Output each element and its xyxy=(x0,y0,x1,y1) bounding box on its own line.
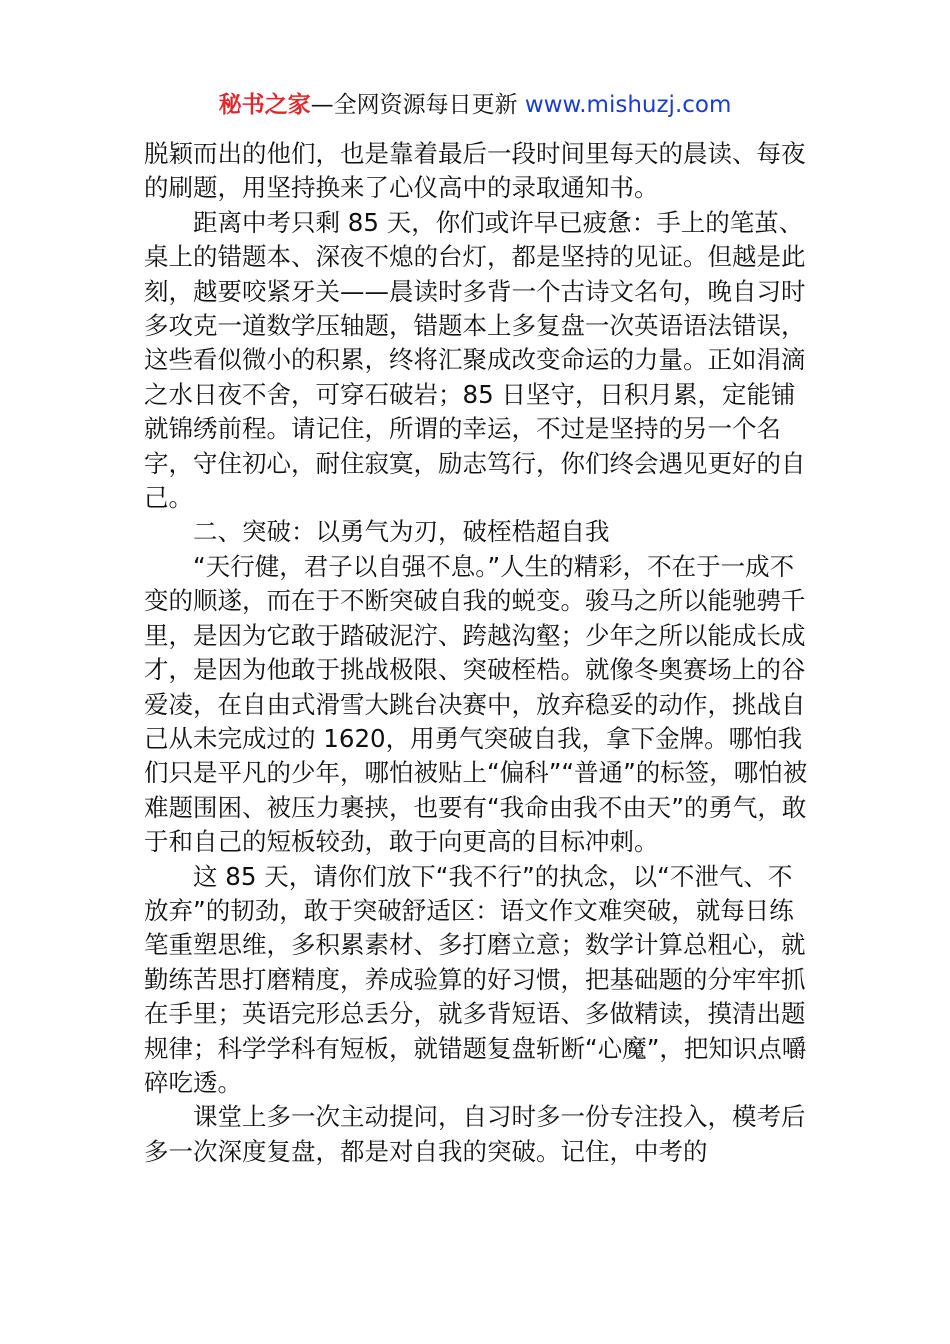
page-header xyxy=(0,88,950,122)
paragraph-continuation: 脱颖而出的他们，也是靠着最后一段时间里每天的晨读、每夜的刷题，用坚持换来了心仪高中的录取通知书。 xyxy=(144,139,806,203)
site-url-link[interactable]: www.mishuzj.com xyxy=(524,92,732,118)
header-slogan: —全网资源每日更新 xyxy=(310,92,525,118)
paragraph-classroom: 课堂上多一次主动提问，自习时多一份专注投入，模考后多一次深度复盘，都是对自我的突破。记住，中考的 xyxy=(144,1102,806,1166)
paragraph-self-improvement: “天行健，君子以自强不息。”人生的精彩，不在于一成不变的顺遂，而在于不断突破自我的蜕变。骏马之所以能驰骋千里，是因为它敢于踏破泥泞、跨越沟壑；少年之所以能成长成才，是因为他敢于挑战极限、突破桎梏。就像冬奥赛场上的谷爱凌，在自由式滑雪大跳台决赛中，放弃稳妥的动作，挑战自己从未完成过的 1620，用勇气突破自我，拿下金牌。哪怕我们只是平凡的少年，哪怕被贴上“偏科”“普通”的标签，哪怕被难题围困、被压力裹挟，也要有“我命由我不由天”的勇气，敢于和自己的短板较劲，敢于向更高的目标冲刺。 xyxy=(144,551,808,857)
document-body xyxy=(144,137,809,1169)
paragraph-85-days: 距离中考只剩 85 天，你们或许早已疲惫：手上的笔茧、桌上的错题本、深夜不熄的台灯，都是坚持的见证。但越是此刻，越要咬紧牙关——晨读时多背一个古诗文名句，晚自习时多攻克一道数学压轴题，错题本上多复盘一次英语语法错误，这些看似微小的积累，终将汇聚成改变命运的力量。正如涓滴之水日夜不舍，可穿石破岩；85 日坚守，日积月累，定能铺就锦绣前程。请记住，所谓的幸运，不过是坚持的另一个名字，守住初心，耐住寂寞，励志笃行，你们终会遇见更好的自己。 xyxy=(144,207,806,513)
section-heading-breakthrough: 二、突破：以勇气为刃，破桎梏超自我 xyxy=(193,517,610,547)
paragraph-comfort-zone: 这 85 天，请你们放下“我不行”的执念，以“不泄气、不放弃”的韧劲，敢于突破舒适区：语文作文难突破，就每日练笔重塑思维，多积累素材、多打磨立意；数学计算总粗心，就勤练苦思打磨精度，养成验算的好习惯，把基础题的分牢牢抓在手里；英语完形总丢分，就多背短语、多做精读，摸清出题规律；科学学科有短板，就错题复盘斩断“心魔”，把知识点嚼碎吃透。 xyxy=(144,861,807,1097)
brand-name: 秘书之家 xyxy=(218,92,311,118)
